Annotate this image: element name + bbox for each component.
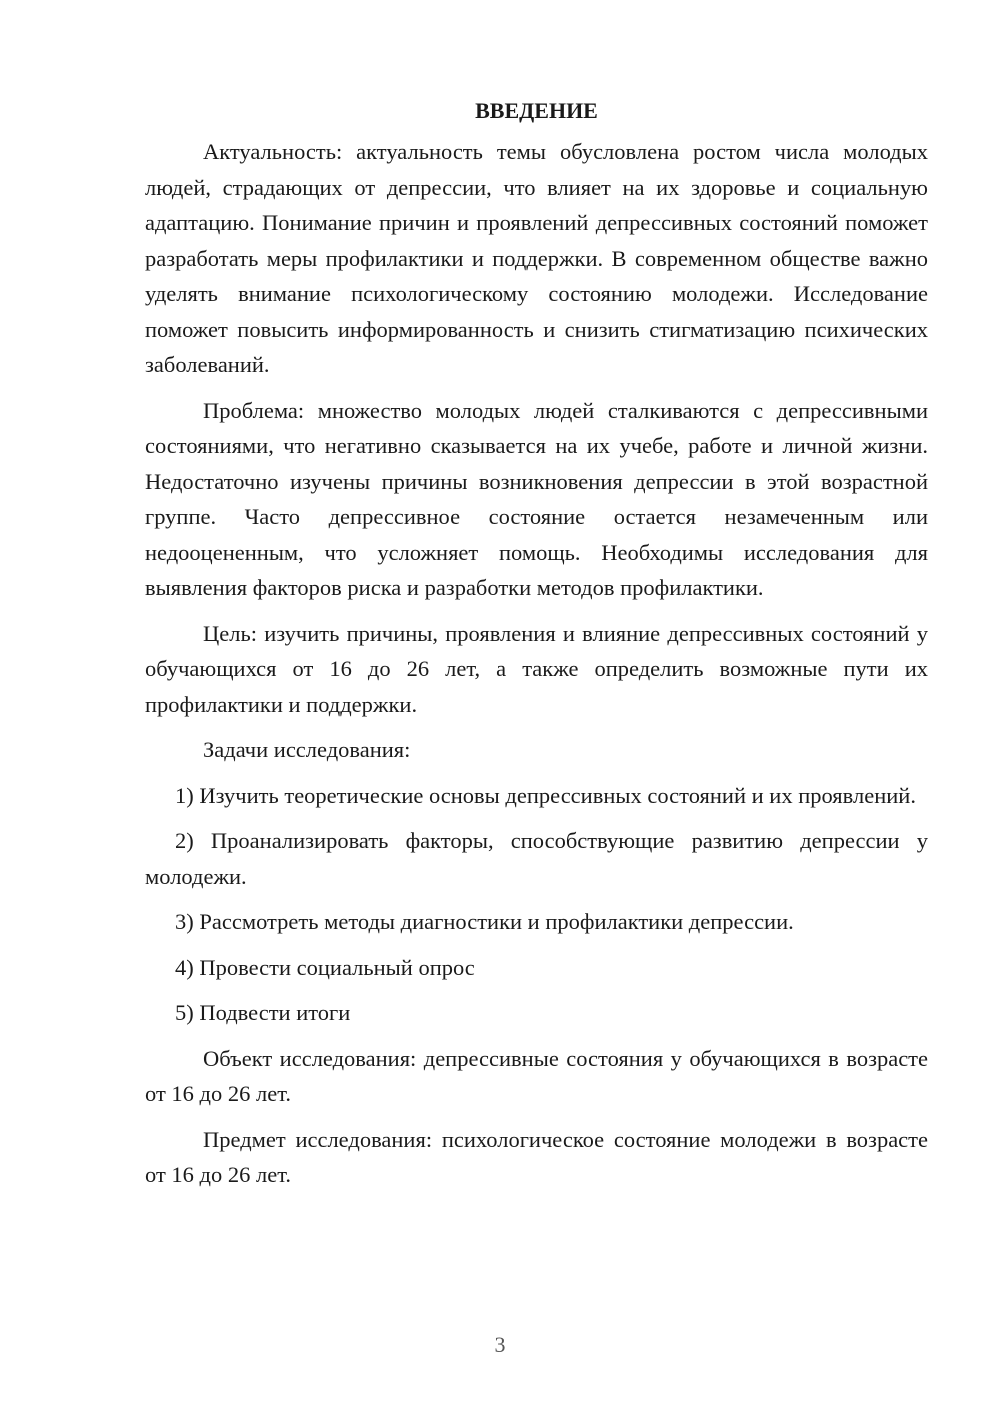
goal-paragraph: Цель: изучить причины, проявления и влияние депрессивных состояний у обучающихся от 16 до 26 лет, а также определить возможные пути их профилактики и поддержки. [145,620,928,717]
task-item-4: 4) Провести социальный опрос [175,954,475,980]
task-item-2: 2) Проанализировать факторы, способствующие развитию депрессии у молодежи. [145,828,928,889]
section-title: ВВЕДЕНИЕ [475,98,598,123]
research-subject-paragraph: Предмет исследования: психологическое состояние молодежи в возрасте от 16 до 26 лет. [145,1126,928,1187]
relevance-paragraph: Актуальность: актуальность темы обусловлена ростом числа молодых людей, страдающих от депрессии, что влияет на их здоровье и социальную адаптацию. Понимание причин и проявлений депрессивных состояний поможет разработать меры профилактики и поддержки. В современном обществе важно уделять внимание психологическому состоянию молодежи. Исследование поможет повысить информированность и снизить стигматизацию психических заболеваний. [145,139,928,377]
tasks-heading: Задачи исследования: [203,737,411,762]
task-item-5: 5) Подвести итоги [175,1000,351,1025]
research-object-paragraph: Объект исследования: депрессивные состояния у обучающихся в возрасте от 16 до 26 лет. [145,1045,928,1106]
problem-paragraph: Проблема: множество молодых людей сталкиваются с депрессивными состояниями, что негативно сказывается на их учебе, работе и личной жизни. Недостаточно изучены причины возникновения депрессии в этой возрастной группе. Часто депрессивное состояние остается незамеченным или недооцененным, что усложняет помощь. Необходимы исследования для выявления факторов риска и разработки методов профилактики. [145,397,928,600]
task-item-3: 3) Рассмотреть методы диагностики и профилактики депрессии. [175,909,794,934]
task-item-1: 1) Изучить теоретические основы депрессивных состояний и их проявлений. [175,782,916,808]
page-body [145,96,928,1203]
page-number: 3 [494,1332,506,1357]
